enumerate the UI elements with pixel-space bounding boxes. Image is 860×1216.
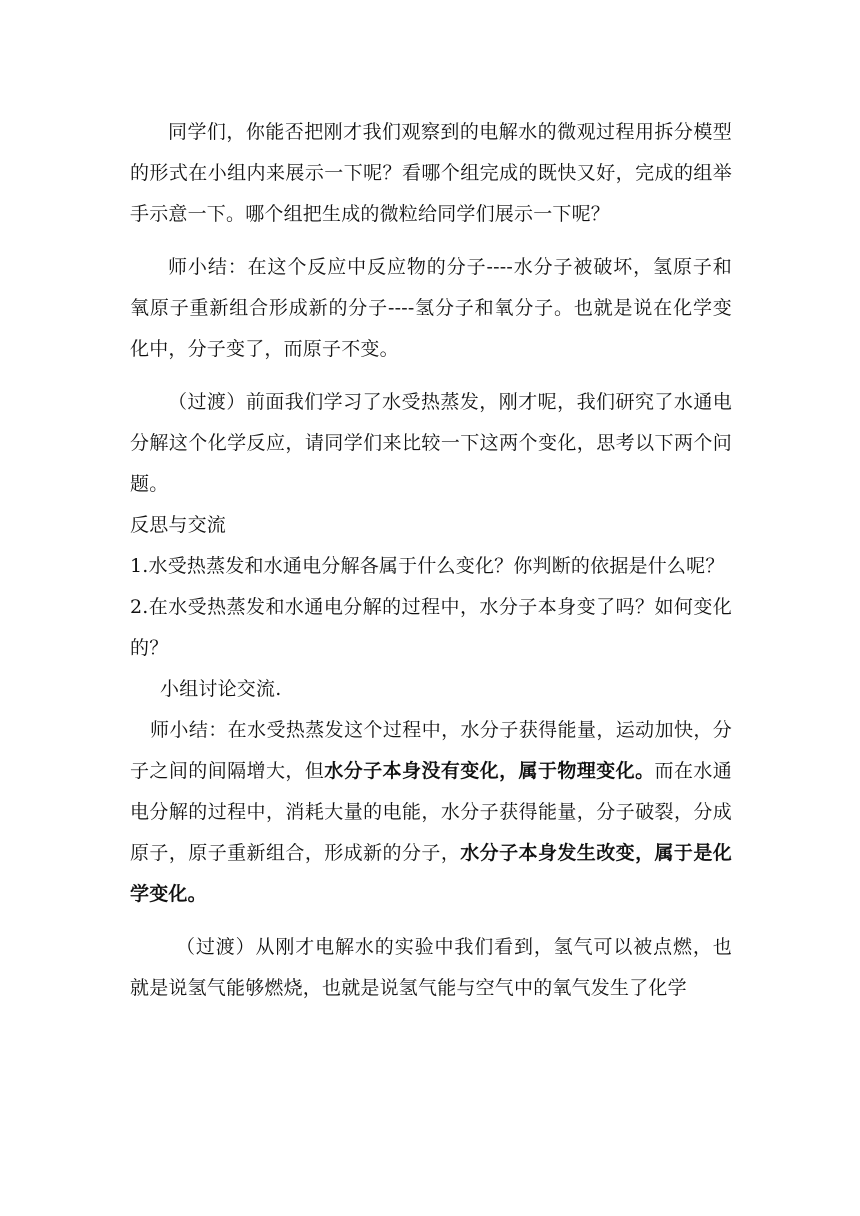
- section-heading: 反思与交流: [130, 514, 227, 536]
- paragraph-teacher-summary-1: 师小结：在这个反应中反应物的分子----水分子被破坏，氢原子和氧原子重新组合形成新的分子----氢分子和氧分子。也就是说在化学变化中，分子变了，而原子不变。: [130, 256, 732, 360]
- document-body: [130, 112, 732, 1021]
- paragraph-transition-2: （过渡）从刚才电解水的实验中我们看到，氢气可以被点燃，也就是说氢气能够燃烧，也就是说氢气能与空气中的氧气发生了化学: [130, 936, 732, 999]
- summary-bold-2: 水分子本身发生改变，属于是化学变化。: [130, 842, 732, 905]
- paragraph-group-discussion: 小组讨论交流.: [160, 678, 282, 700]
- question-2: 2.在水受热蒸发和水通电分解的过程中，水分子本身变了吗？如何变化的？: [130, 596, 732, 659]
- paragraph-intro: 同学们，你能否把刚才我们观察到的电解水的微观过程用拆分模型的形式在小组内来展示一下呢？看哪个组完成的既快又好，完成的组举手示意一下。哪个组把生成的微粒给同学们展示一下呢？: [130, 121, 732, 225]
- summary-text-2: 而在水通电分解的过程中，消耗大量的电能，水分子获得能量，分子破裂，分成原子，原子重新组合，形成新的分子，: [130, 760, 732, 864]
- paragraph-transition-1: （过渡）前面我们学习了水受热蒸发，刚才呢，我们研究了水通电分解这个化学反应，请同学们来比较一下这两个变化，思考以下两个问题。: [130, 391, 732, 495]
- question-1: 1.水受热蒸发和水通电分解各属于什么变化？你判断的依据是什么呢？: [130, 555, 725, 577]
- paragraph-teacher-summary-2: [130, 710, 732, 915]
- summary-bold-1: 水分子本身没有变化，属于物理变化。: [324, 760, 655, 782]
- summary-text-1: 师小结：在水受热蒸发这个过程中，水分子获得能量，运动加快，分子之间的间隔增大，但: [130, 719, 732, 782]
